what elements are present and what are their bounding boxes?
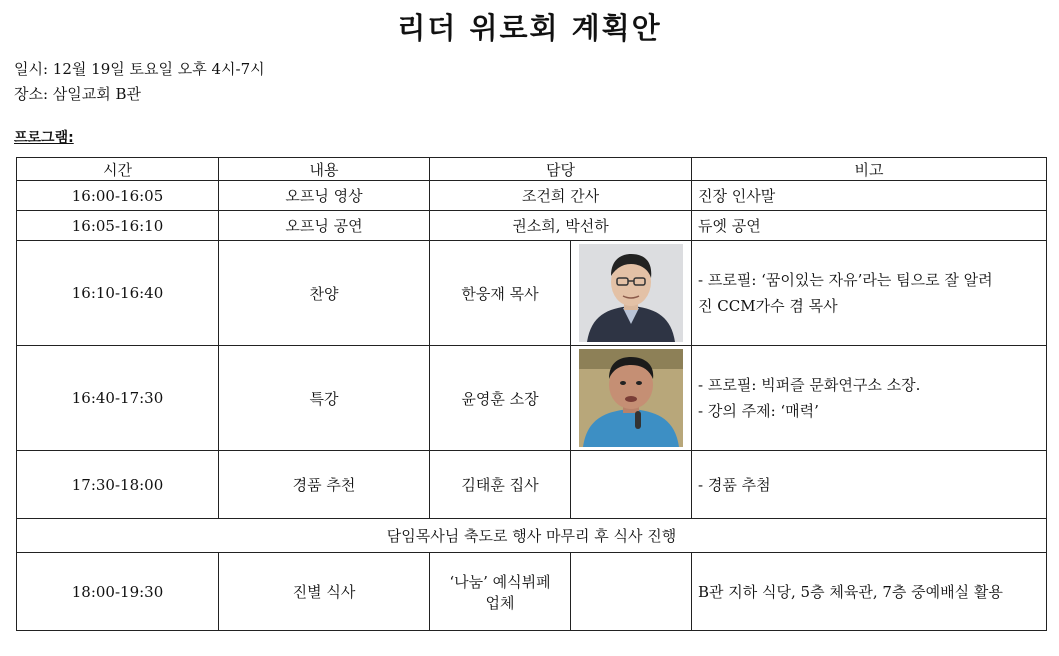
table-row (17, 451, 1047, 519)
cell-person: 김태훈 집사 (430, 451, 571, 519)
closing-note: 담임목사님 축도로 행사 마무리 후 식사 진행 (17, 519, 1047, 553)
cell-photo-empty (571, 451, 692, 519)
cell-photo-empty (571, 553, 692, 631)
note-line: - 프로필: ‘꿈이있는 자유’라는 팀으로 잘 알려 (698, 271, 993, 289)
page-title: 리더 위로회 계획안 (397, 11, 662, 45)
header-time: 시간 (17, 158, 219, 181)
speaker-photo-2 (579, 349, 683, 447)
cell-person (430, 553, 571, 631)
cell-time: 16:05-16:10 (17, 211, 219, 241)
note-line: 진 CCM가수 겸 목사 (698, 297, 838, 315)
table-header-row (17, 158, 1047, 181)
person-photo-icon (579, 244, 683, 342)
table-row (17, 241, 1047, 346)
event-place: 장소: 삼일교회 B관 (14, 85, 142, 103)
table-row (17, 553, 1047, 631)
cell-person: 권소희, 박선하 (430, 211, 692, 241)
cell-time: 17:30-18:00 (17, 451, 219, 519)
cell-note (692, 241, 1047, 346)
person-line: ‘나눔’ 예식뷔페 (449, 572, 551, 591)
table-row (17, 211, 1047, 241)
person-line: 업체 (485, 593, 515, 612)
cell-photo (571, 346, 692, 451)
cell-note: - 경품 추첨 (692, 451, 1047, 519)
program-label: 프로그램: (14, 130, 74, 146)
table-row (17, 181, 1047, 211)
cell-note: B관 지하 식당, 5층 체육관, 7층 중예배실 활용 (692, 553, 1047, 631)
header-content: 내용 (219, 158, 430, 181)
cell-content: 찬양 (219, 241, 430, 346)
cell-person: 한웅재 목사 (430, 241, 571, 346)
event-date: 일시: 12월 19일 토요일 오후 4시-7시 (14, 60, 265, 78)
cell-content: 오프닝 영상 (219, 181, 430, 211)
table-row (17, 346, 1047, 451)
cell-content: 진별 식사 (219, 553, 430, 631)
cell-note: 진장 인사말 (692, 181, 1047, 211)
cell-content: 특강 (219, 346, 430, 451)
header-person: 담당 (430, 158, 692, 181)
note-line: - 프로필: 빅퍼즐 문화연구소 소장. (698, 376, 921, 394)
cell-person: 윤영훈 소장 (430, 346, 571, 451)
cell-content: 오프닝 공연 (219, 211, 430, 241)
cell-person: 조건희 간사 (430, 181, 692, 211)
program-table (16, 157, 1047, 631)
cell-content: 경품 추천 (219, 451, 430, 519)
header-note: 비고 (692, 158, 1047, 181)
cell-note: 듀엣 공연 (692, 211, 1047, 241)
cell-note (692, 346, 1047, 451)
note-line: - 강의 주제: ‘매력’ (698, 402, 819, 420)
cell-time: 18:00-19:30 (17, 553, 219, 631)
table-row-full (17, 519, 1047, 553)
cell-time: 16:10-16:40 (17, 241, 219, 346)
person-photo-icon (579, 349, 683, 447)
speaker-photo-1 (579, 244, 683, 342)
cell-time: 16:00-16:05 (17, 181, 219, 211)
cell-time: 16:40-17:30 (17, 346, 219, 451)
cell-photo (571, 241, 692, 346)
